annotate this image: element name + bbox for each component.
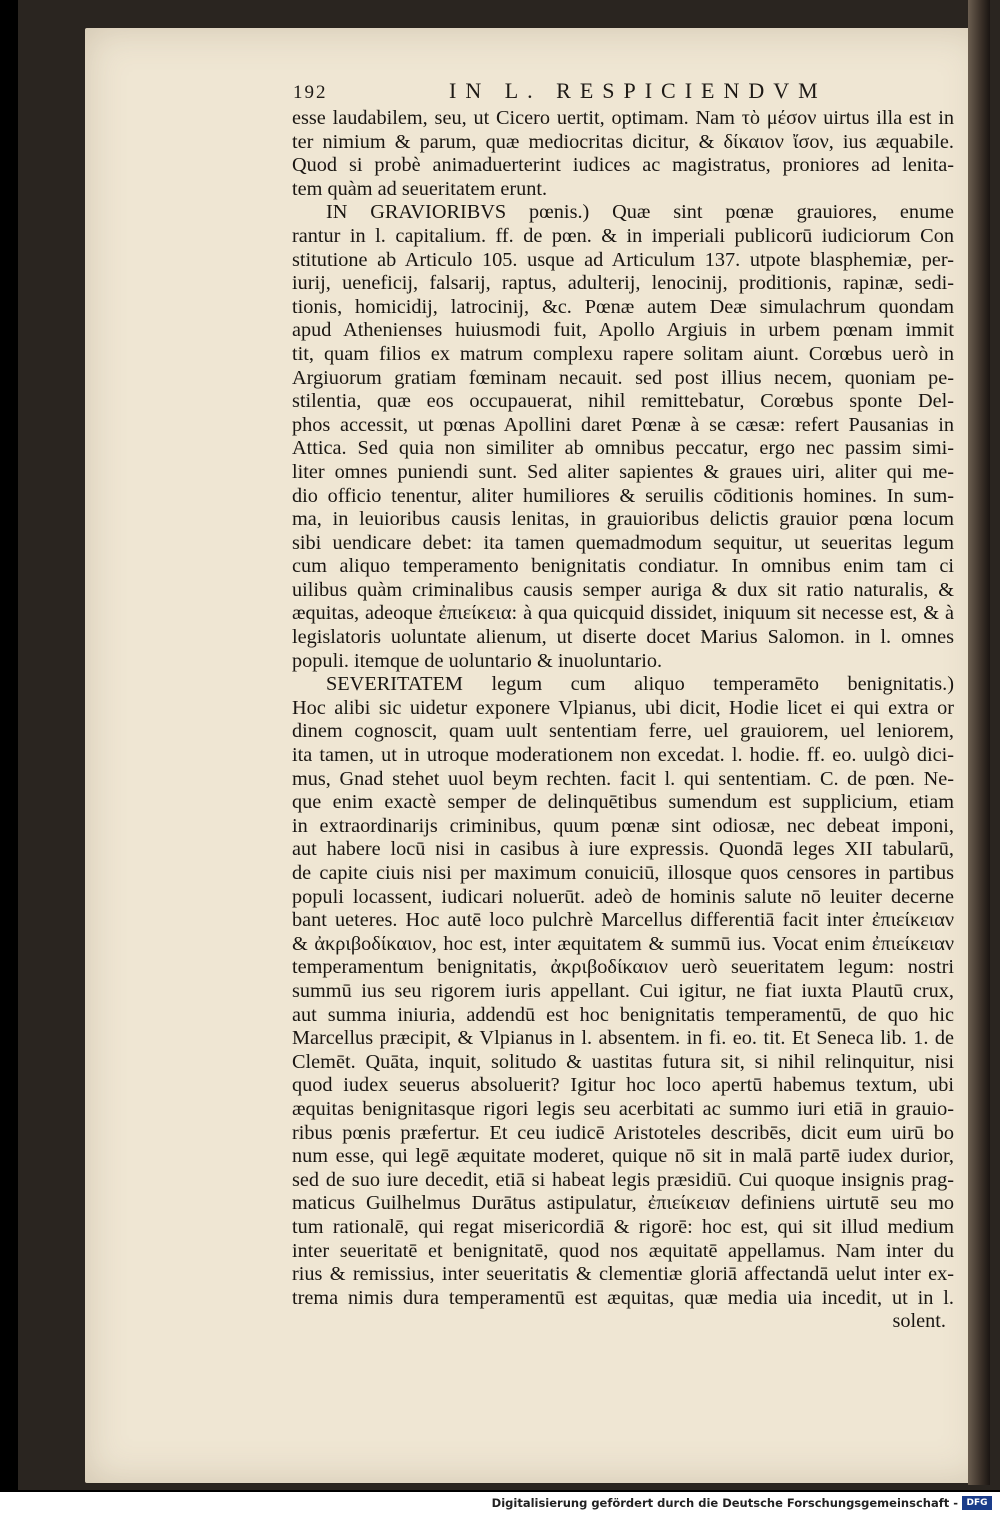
text-line: rius & remissius, inter seueritatis & clementiæ gloriā affectandā uelut inter ex- — [292, 1263, 954, 1286]
body-text — [292, 107, 954, 1334]
text-line: legislatoris uoluntate alienum, ut diserte docet Marius Salomon. in l. omnes — [292, 626, 954, 649]
text-line: ter nimium & parum, quæ mediocritas dicitur, & δίκαιον ἴσον, ius æquabile. — [292, 130, 954, 153]
running-title: IN L. RESPICIENDVM — [449, 78, 827, 103]
text-line: dinem cognoscit, quam uult sententiam ferre, uel grauiorem, uel leniorem, — [292, 720, 954, 743]
text-line: temperamentum benignitatis, ἀκριβοδίκαιον uerò seueritatem legum: nostri — [292, 956, 954, 979]
text-line: summū ius seu rigorem iuris appellant. Cui igitur, ne fiat iuxta Plautū crux, — [292, 979, 954, 1002]
text-line: Attica. Sed quia non similiter ab omnibus peccatur, ergo nec passim simi- — [292, 437, 954, 460]
text-line: stitutione ab Articulo 105. usque ad Articulum 137. utpote blasphemiæ, per- — [292, 248, 954, 271]
text-line: phos accessit, ut pœnas Apollini daret Pœnæ à se cæsæ: refert Pausanias in — [292, 413, 954, 436]
text-line: IN GRAVIORIBVS pœnis.) Quæ sint pœnæ grauiores, enume — [326, 201, 954, 224]
text-line: populi locassent, iudicari noluerūt. adeò de hominis salute nō leuiter decerne — [292, 885, 954, 908]
text-line: ribus pœnis præfertur. Et ceu iudicē Aristoteles describēs, dicit eum uirū bo — [292, 1121, 954, 1144]
text-line: sibi uendicare debet: ita tamen quemadmodum sequitur, ut seueritas legum — [292, 531, 954, 554]
text-line: tum rationalē, qui regat misericordiā & rigorē: hoc est, qui sit illud medium — [292, 1215, 954, 1238]
text-line: apud Athenienses huiusmodi fuit, Apollo Argiuis in urbem pœnam immit — [292, 319, 954, 342]
footer-bar — [0, 1492, 1000, 1515]
text-line: tionis, homicidij, latrocinij, &c. Pœnæ autem Deæ simulachrum quondam — [292, 295, 954, 318]
running-head — [293, 78, 853, 108]
text-line: quod iudex seuerus absoluerit? Igitur hoc loco apertū habemus textum, ubi — [292, 1074, 954, 1097]
text-line: bant ueteres. Hoc autē loco pulchrè Marcellus differentiā facit inter ἐπιείκειαν — [292, 909, 954, 932]
text-line: ita tamen, ut in utroque moderationem non excedat. l. hodie. ff. eo. uulgò dici- — [292, 744, 954, 767]
text-line: stilentia, quæ eos occupauerat, nihil remittebatur, Corœbus sponte Del- — [292, 390, 954, 413]
text-line: rantur in l. capitalium. ff. de pœn. & in imperiali publicorū iudiciorum Con — [292, 224, 954, 247]
text-line: iurij, ueneficij, falsarij, raptus, adulterij, lenocinij, proditionis, rapinæ, sedi- — [292, 272, 954, 295]
text-line: & ἀκριβοδίκαιον, hoc est, inter æquitatem & summū ius. Vocat enim ἐπιείκειαν — [292, 932, 954, 955]
text-line: SEVERITATEM legum cum aliquo temperamēto benignitatis.) — [326, 673, 954, 696]
text-line: Clemēt. Quāta, inquit, solitudo & uastitas futura sit, si nihil relinquitur, nisi — [292, 1050, 954, 1073]
text-line: solent. — [892, 1310, 946, 1333]
page-number: 192 — [293, 82, 328, 103]
text-line: dio officio tenentur, aliter humiliores & seruilis cōditionis homines. In sum- — [292, 484, 954, 507]
text-line: liter omnes puniendi sunt. Sed aliter sapientes & graues uiri, aliter qui me- — [292, 460, 954, 483]
text-line: aut summa iniuria, addendū est hoc benignitatis temperamentū, de quo hic — [292, 1003, 954, 1026]
text-line: de capite ciuis nisi per maximum conuiciū, illosque quos censores in partibus — [292, 862, 954, 884]
funding-credit: Digitalisierung gefördert durch die Deutsche Forschungsgemeinschaft - — [491, 1496, 958, 1510]
text-line: uilibus quàm criminalibus causis semper auriga & dux sit ratio naturalis, & — [292, 578, 954, 601]
text-line: Quod si probè animaduerterint iudices ac magistratus, proniores ad lenita- — [292, 154, 954, 177]
text-line: maticus Guilhelmus Durātus astipulatur, ἐπιείκειαν definiens uirtutē seu mo — [292, 1192, 954, 1215]
text-line: que enim exactè semper de delinquētibus sumendum est supplicium, etiam — [292, 791, 954, 814]
text-line: esse laudabilem, seu, ut Cicero uertit, optimam. Nam τὸ μέσον uirtus illa est in — [292, 107, 954, 129]
text-line: ma, in leuioribus causis lenitas, in grauioribus delictis grauior pœna locum — [292, 508, 954, 531]
text-line: sed de suo iure decedit, etiā si habeat legis præsidiū. Cui quoque insignis prag- — [292, 1168, 954, 1191]
text-line: tem quàm ad seueritatem erunt. — [292, 177, 548, 200]
text-line: Marcellus præcipit, & Vlpianus in l. absentem. in fi. eo. tit. Et Seneca lib. 1. de — [292, 1027, 954, 1050]
text-line: aut habere locū nisi in casibus à iure expressis. Quondā leges XII tabularū, — [292, 838, 954, 861]
text-line: mus, Gnad stehet uuol beym rechten. facit l. qui sententiam. C. de pœn. Ne- — [292, 767, 954, 790]
text-line: Hoc alibi sic uidetur exponere Vlpianus, ubi dicit, Hodie licet ei qui extra or — [292, 696, 954, 719]
text-line: num esse, qui legē æquitate moderet, quique nō sit in malā partē iudex durior, — [292, 1145, 954, 1168]
text-line: inter seueritatē et benignitatē, quod nos æquitatē appellamus. Nam inter du — [292, 1239, 954, 1262]
text-line: trema nimis dura temperamentū est æquitas, quæ media uia incedit, ut in l. — [292, 1286, 954, 1309]
text-line: populi. itemque de uoluntario & inuoluntario. — [292, 649, 663, 672]
dfg-logo: DFG — [962, 1496, 992, 1510]
text-line: Argiuorum gratiam fœminam necauit. sed post illius necem, quoniam pe- — [292, 366, 954, 389]
text-line: cum aliquo temperamento benignitatis condiatur. In omnibus enim tam ci — [292, 555, 954, 578]
text-line: tit, quam filios ex matrum complexu rapere solitam aiunt. Corœbus uerò in — [292, 342, 954, 365]
text-line: æquitas, adeoque ἐπιείκεια: à qua quicquid dissidet, iniquum sit necesse est, & à — [292, 602, 954, 625]
text-line: in extraordinarijs criminibus, quum pœnæ sint odiosæ, nec debeat imponi, — [292, 814, 954, 837]
text-line: æquitas benignitasque rigori legis seu acerbitati ac summo iuri etiā in grauio- — [292, 1097, 954, 1120]
book-spine-edge — [968, 0, 990, 1485]
